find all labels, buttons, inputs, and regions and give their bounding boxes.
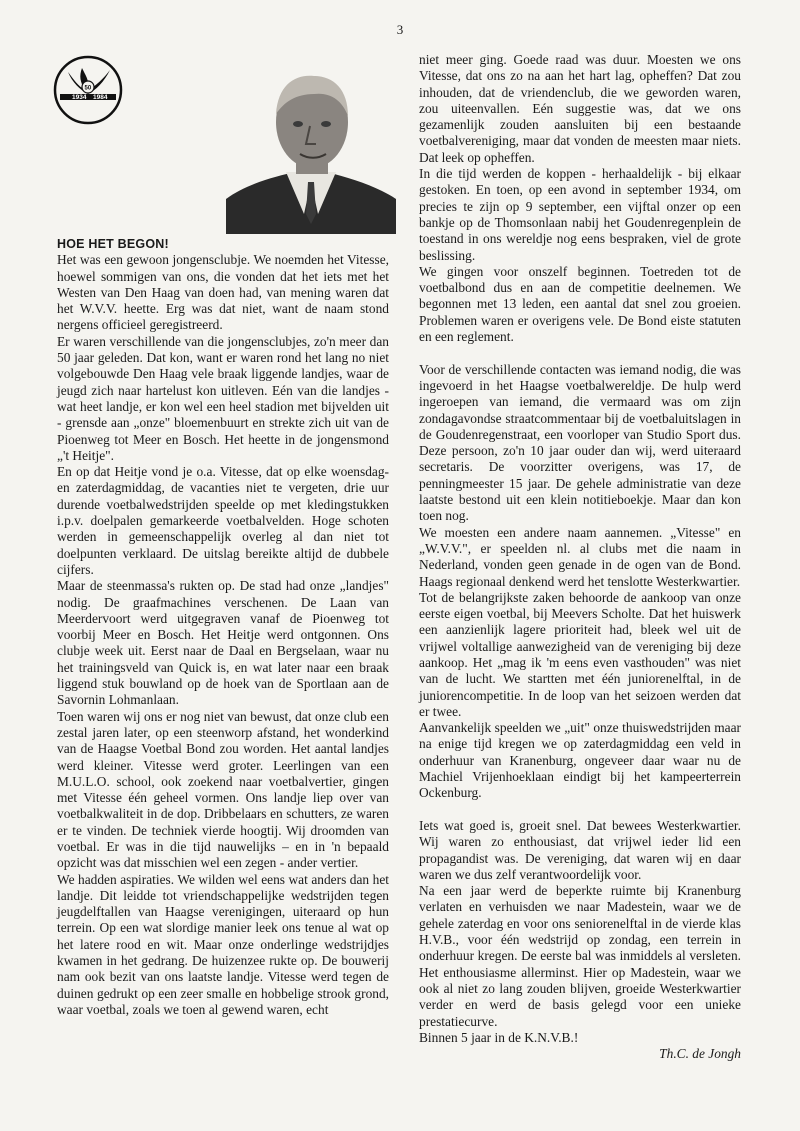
paragraph: Aanvankelijk speelden we „uit" onze thuiswedstrijden maar na enige tijd kregen we op zaterdagmiddag een veld in onderhuur van Kranenburg, ongeveer daar waar nu de Machiel Vrijenhoeklaan eindigt bij het kampeerterrein Ockenburg. (419, 720, 741, 801)
logo-year-left: 1934 (72, 94, 87, 101)
paragraph: Maar de steenmassa's rukten op. De stad had onze „landjes" nodig. De graafmachines verschenen. De Laan van Meerdervoort werd uitgegraven vanaf de Pioenweg tot voorbij Meer en Bosch. Het Heitje werd ontgonnen. Ons clubje week uit. Eerst naar de Daal en Bergselaan, waar nu het trainingsveld van Quick is, en wat later naar een braak liggend stuk bouwland op de hoek van de Sportlaan aan de Savornin Lohmanlaan. (57, 578, 389, 708)
paragraph-gap (419, 345, 741, 361)
paragraph: Tot de belangrijkste zaken behoorde de aankoop van onze eerste eigen voetbal, bij Meevers Scholte. Dat het huiswerk een aanzienlijk lagere prioriteit had, bleek wel uit de vrijwel voltallige aanwezigheid van de vereniging bij deze aankoop. Het „mag ik 'm eens even vasthouden" was niet van de lucht. We startten met één juniorenelftal, in de juniorencompetitie. In de loop van het seizoen werden dat er twee. (419, 589, 741, 719)
paragraph: We moesten een andere naam aannemen. „Vitesse" en „W.V.V.", er speelden nl. al clubs met die naam in Nederland, vonden geen genade in de ogen van de Bond. Haags regionaal denkend werd het tenslotte Westerkwartier. (419, 524, 741, 589)
paragraph: Voor de verschillende contacten was iemand nodig, die was ingevoerd in het Haagse voetbalwereldje. De hulp werd ingeroepen van iemand, die vermaard was om zijn zondagavondse straatcommentaar bij de voetbaluitslagen in de Goudenregenstraat, een voorloper van Studio Sport dus. Deze persoon, zo'n 10 jaar ouder dan wij, werd uiteraard secretaris. De voorzitter overigens, was 17, de penningmeester 15 jaar. De gehele administratie van deze laatste bestond uit een klein notitieboekje. Maar dan kon toen nog. (419, 361, 741, 524)
right-column (419, 52, 741, 1062)
paragraph: Binnen 5 jaar in de K.N.V.B.! (419, 1029, 579, 1045)
paragraph: We gingen voor onszelf beginnen. Toetreden tot de voetbalbond dus en aan de competitie deelnemen. We begonnen met 13 leden, een aantal dat snel zou groeien. Problemen waren er overigens vele. De Bond eiste statuten en een reglement. (419, 263, 741, 345)
paragraph: Er waren verschillende van die jongensclubjes, zo'n meer dan 50 jaar geleden. Dat kon, want er waren rond het lang no niet volgebouwde Den Haag vele braak liggende landjes, waar de jeugd zich naar hartelust kon uitleven. Eén van die landjes - wat heet landje, er kon wel een heel stadion met bijvelden uit - grensde aan „onze" bloemenbuurt en strekte zich uit van de Pioenweg tot Meer en Bosch. Het heette in de jongensmond „'t Heitje". (57, 333, 389, 463)
paragraph-gap (419, 802, 741, 818)
paragraph: We hadden aspiraties. We wilden wel eens wat anders dan het landje. Dit leidde tot vriendschappelijke wedstrijden tegen jeugdelftallen van Haagse verenigingen, uiteraard op hun terrein. Op een wat slordige manier leek ons tenue al wat op het latere rood en wit. Maar onze onderlinge wedstrijdjes kwamen in het gedrang. De huizenzee rukte op. De bouwerij nam ook bezit van ons laatste landje. Vitesse werd tegen de duinen gedrukt op een zeer smalle en hobbelige strook grond, waar voetbal, zoals we toen al gewend waren, echt (57, 871, 389, 1017)
paragraph: Het was een gewoon jongensclubje. We noemden het Vitesse, hoewel sommigen van ons, die vonden dat het iets met het Westen van Den Haag van doen had, van mening waren dat het W.V.V. heette. Erg was dat niet, want de naam stond nergens officieel geregistreerd. (57, 252, 389, 333)
logo-year-right: 1984 (93, 94, 108, 101)
paragraph: In die tijd werden de koppen - herhaaldelijk - bij elkaar gestoken. En toen, op een avond in september 1934, om precies te zijn op 9 september, een vijftal onzer op een bankje op de Thomsonlaan nabij het Goudenregenplein de toestand in ons wereldje nog eens bespraken, viel de grote beslissing. (419, 166, 741, 263)
paragraph: Na een jaar werd de beperkte ruimte bij Kranenburg verlaten en verhuisden we naar Madestein, waar we de gehele zaterdag en voor ons seniorenelftal in de vierde klas H.V.B., voor één wedstrijd op zondag, een terrein in onderhuur kregen. De eerste bal was inmiddels al versleten. Het enthousiasme allerminst. Hier op Madestein, waar we ook al niet zo lang zouden blijven, groeide Westerkwartier verder en werd de basis gelegd voor een unieke prestatiecurve. (419, 883, 741, 1029)
club-jubilee-logo-icon (52, 54, 124, 126)
page-number: 3 (396, 22, 404, 37)
paragraph: En op dat Heitje vond je o.a. Vitesse, dat op elke woensdag- en zaterdagmiddag, de vacanties niet te vergeten, drie uur durende voetbalwedstrijden speelde op met kledingstukken i.p.v. doelpalen gemarkeerde voetbalvelden. Hoge schoten werden in gemeenschappelijk overleg al dan niet tot doelpunten verklaard. De uitslag bereikte altijd de dubbele cijfers. (57, 464, 389, 577)
left-column (57, 236, 389, 1018)
paragraph: Toen waren wij ons er nog niet van bewust, dat onze club een zestal jaren later, op een steenworp afstand, het wonderkind van de Haagse Voetbal Bond zou worden. Het aantal landjes werd kleiner. Vitesse werd groter. Leerlingen van een M.U.L.O. school, ook zoekend naar voetbalvertier, gingen met Vitesse één geheel vormen. Ons landje liep over van voetbalkwaliteit in de dop. Dribbelaars en schutters, ze waren er te vinden. De techniek vierde hoogtij. Wij droomden van voetbal. Er was in die tijd nauwelijks – en in 'n bepaald opzicht was dat misschien wel een zegen - ander vertier. (57, 708, 389, 871)
author-signature: Th.C. de Jongh (659, 1046, 741, 1062)
paragraph: Iets wat goed is, groeit snel. Dat bewees Westerkwartier. Wij waren zo enthousiast, dat vrijwel ieder lid een propagandist was. De vereniging, dat waren wij en daar waren we dus zelf verantwoordelijk voor. (419, 817, 741, 882)
portrait-photo-icon (226, 64, 396, 234)
paragraph: niet meer ging. Goede raad was duur. Moesten we ons Vitesse, dat ons zo na aan het hart lag, opheffen? Dat zou inhouden, dat de vriendenclub, die we geworden waren, zou uiteenvallen. Eén suggestie was, dat we ons gezamenlijk zouden aansluiten bij een bestaande voetbalvereniging, maar dat vonden de meesten maar niets. Dat leek op opheffen. (419, 52, 741, 165)
logo-center-number: 50 (84, 85, 92, 92)
article-heading: HOE HET BEGON! (57, 237, 169, 251)
